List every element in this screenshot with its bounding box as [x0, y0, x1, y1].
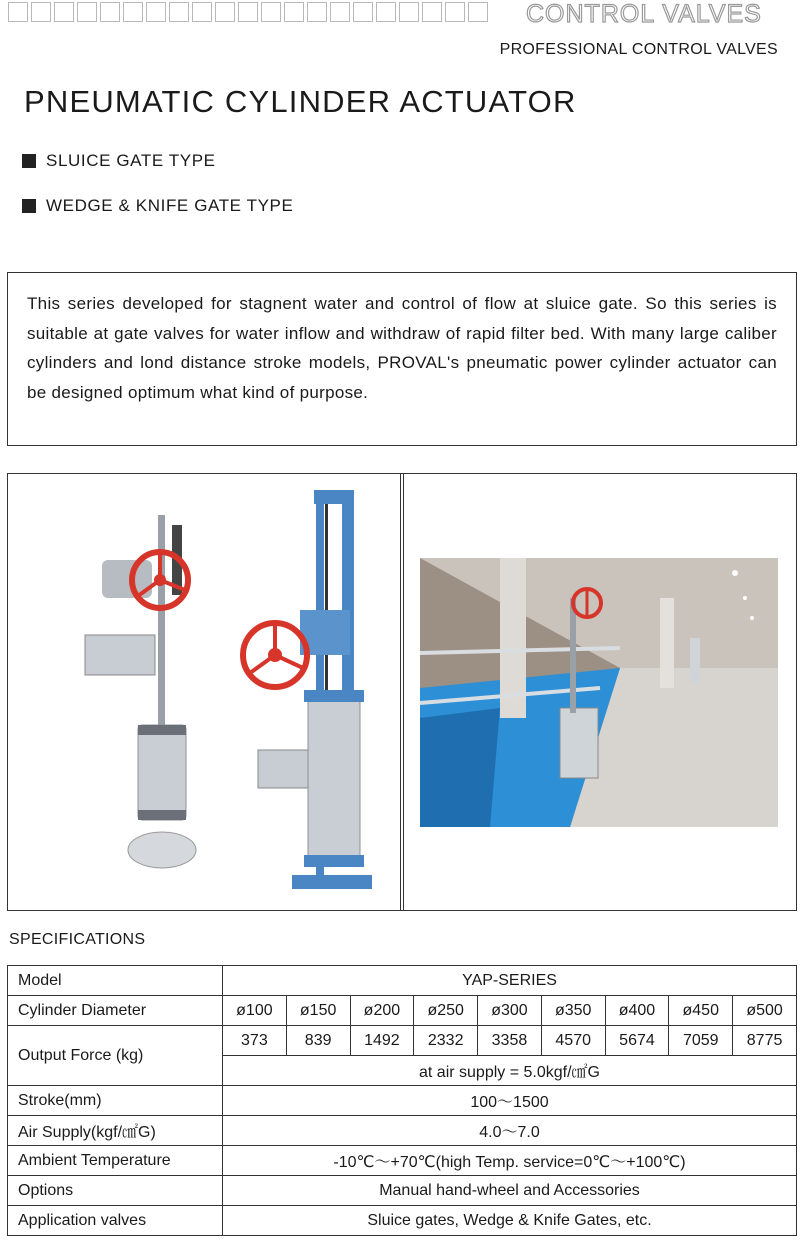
row-label: Stroke(mm)	[8, 1086, 223, 1116]
installation-photo	[420, 558, 778, 827]
type-item	[22, 151, 216, 171]
frame-top	[314, 490, 354, 504]
force-cell: 373	[223, 1026, 287, 1056]
force-cell: 5674	[605, 1026, 669, 1056]
diameter-cell: ø250	[414, 996, 478, 1026]
cylinder-cap	[138, 810, 186, 820]
force-cell: 8775	[733, 1026, 797, 1056]
row-label: Ambient Temperature	[8, 1146, 223, 1176]
model-value: YAP-SERIES	[223, 966, 797, 996]
actuator-base	[128, 832, 196, 868]
image-divider	[403, 473, 404, 911]
force-cell: 1492	[350, 1026, 414, 1056]
temperature-value: -10℃～+70℃(high Temp. service=0℃～+100℃)	[223, 1146, 797, 1176]
actuator-rod	[570, 598, 576, 713]
brand-title: CONTROL VALVES	[526, 0, 762, 28]
diameter-cell: ø150	[286, 996, 350, 1026]
column	[660, 598, 674, 688]
diameter-cell: ø100	[223, 996, 287, 1026]
ceiling-light	[743, 596, 747, 600]
stroke-value: 100～1500	[223, 1086, 797, 1116]
application-value: Sluice gates, Wedge & Knife Gates, etc.	[223, 1206, 797, 1236]
row-label: Air Supply(kgf/㎠G)	[8, 1116, 223, 1146]
diameter-cell: ø500	[733, 996, 797, 1026]
handwheel-icon	[243, 623, 307, 687]
actuator-base	[292, 875, 372, 889]
specifications-heading: SPECIFICATIONS	[9, 931, 146, 948]
table-row	[8, 966, 797, 996]
type-label: WEDGE & KNIFE GATE TYPE	[46, 196, 294, 215]
actuator-product-photo	[20, 480, 390, 900]
square-bullet-icon	[22, 199, 36, 213]
row-label: Application valves	[8, 1206, 223, 1236]
actuator-rod	[325, 504, 328, 704]
row-label: Model	[8, 966, 223, 996]
table-row	[8, 1176, 797, 1206]
page-title: PNEUMATIC CYLINDER ACTUATOR	[24, 84, 577, 119]
table-row	[8, 996, 797, 1026]
diameter-cell: ø300	[478, 996, 542, 1026]
force-cell: 3358	[478, 1026, 542, 1056]
specifications-table	[7, 965, 797, 1236]
image-divider	[400, 473, 401, 911]
cylinder-cap	[304, 855, 364, 867]
diameter-cell: ø200	[350, 996, 414, 1026]
header-decoration-boxes	[8, 2, 488, 22]
actuator-cylinder	[690, 638, 700, 683]
options-value: Manual hand-wheel and Accessories	[223, 1176, 797, 1206]
diameter-cell: ø350	[541, 996, 605, 1026]
actuator-cylinder	[308, 695, 360, 860]
description-text: This series developed for stagnent water and control of flow at sluice gate. So this series is suitable at gate valves for water inflow and withdraw of rapid filter bed. With many large caliber cylinders and lond distance stroke models, PROVAL's pneumatic power cylinder actuator can be designed optimum what kind of purpose.	[27, 294, 777, 402]
water-basin-shadow	[420, 708, 500, 827]
cylinder-cap	[138, 725, 186, 735]
force-note: at air supply = 5.0kgf/㎠G	[223, 1056, 797, 1086]
cylinder-cap	[304, 690, 364, 702]
type-item	[22, 196, 293, 216]
table-row	[8, 1026, 797, 1056]
diameter-cell: ø400	[605, 996, 669, 1026]
air-supply-value: 4.0～7.0	[223, 1116, 797, 1146]
diameter-cell: ø450	[669, 996, 733, 1026]
force-cell: 839	[286, 1026, 350, 1056]
ceiling-light	[732, 570, 738, 576]
air-filter-regulator	[85, 635, 155, 675]
frame-post	[342, 504, 354, 704]
actuator-cylinder	[138, 725, 186, 820]
force-cell: 4570	[541, 1026, 605, 1056]
table-row	[8, 1086, 797, 1116]
row-label: Options	[8, 1176, 223, 1206]
actuator-rod	[158, 515, 165, 725]
brand-subtitle: PROFESSIONAL CONTROL VALVES	[499, 41, 778, 58]
table-row	[8, 1206, 797, 1236]
type-label: SLUICE GATE TYPE	[46, 151, 216, 170]
row-label: Cylinder Diameter	[8, 996, 223, 1026]
row-label: Output Force (kg)	[8, 1026, 223, 1086]
force-cell: 2332	[414, 1026, 478, 1056]
actuator-cylinder	[560, 708, 598, 778]
table-row	[8, 1116, 797, 1146]
ceiling-light	[750, 616, 754, 620]
square-bullet-icon	[22, 154, 36, 168]
description-box	[7, 272, 797, 446]
force-cell: 7059	[669, 1026, 733, 1056]
table-row	[8, 1146, 797, 1176]
